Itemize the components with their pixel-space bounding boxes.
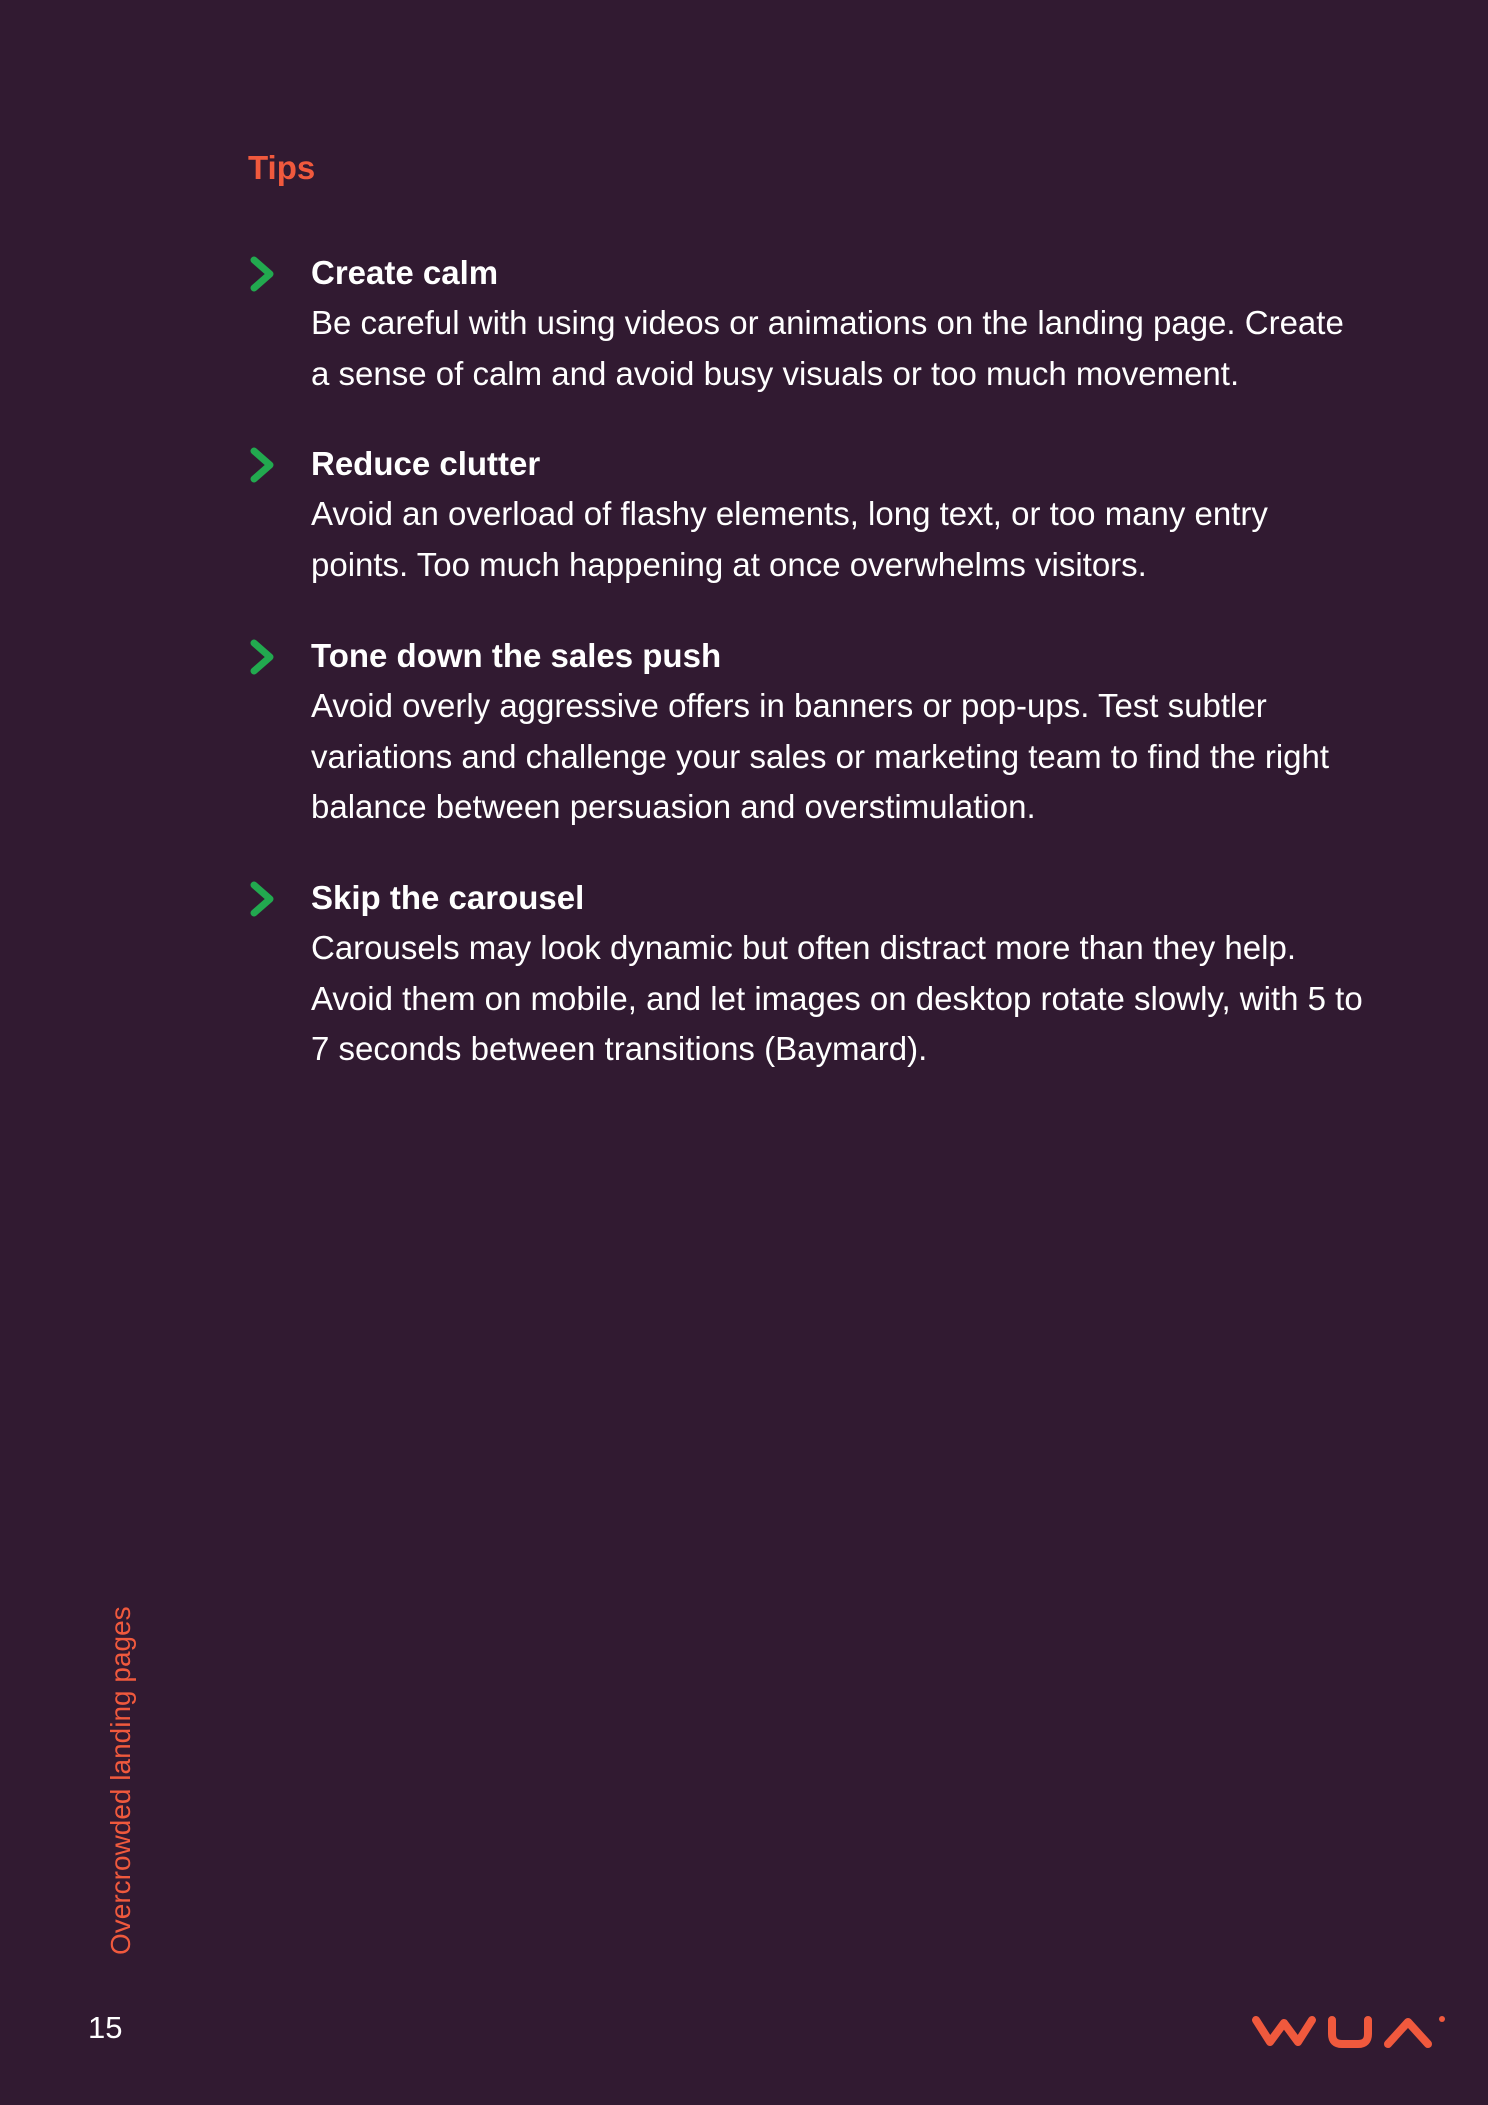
- tip-heading: Reduce clutter: [311, 445, 541, 483]
- chevron-right-icon: [248, 254, 278, 294]
- tip-heading: Tone down the sales push: [311, 636, 722, 674]
- section-side-label: Overcrowded landing pages: [105, 1606, 136, 1955]
- page-number: 15: [88, 2010, 123, 2045]
- tip-body: Be careful with using videos or animations on the landing page. Create a sense of calm and avoid busy visuals or too much movement.: [311, 304, 1344, 392]
- section-title: Tips: [248, 149, 316, 186]
- tip-item: [248, 873, 1368, 1075]
- chevron-right-icon: [248, 637, 278, 677]
- tip-item: [248, 439, 1368, 590]
- chevron-right-icon: [248, 445, 278, 485]
- tips-list: [248, 248, 1368, 1115]
- tip-heading: Create calm: [311, 254, 499, 291]
- tip-body: Avoid an overload of flashy elements, long text, or too many entry points. Too much happening at once overwhelms visitors.: [311, 495, 1268, 584]
- tip-body: Avoid overly aggressive offers in banners or pop-ups. Test subtler variations and challenge your sales or marketing team to find the right balance between persuasion and overstimulation.: [311, 686, 1330, 826]
- wua-logo: [1250, 2010, 1448, 2054]
- tip-body: Carousels may look dynamic but often distract more than they help. Avoid them on mobile, and let images on desktop rotate slowly, with 5 to 7 seconds between transitions (Baymard).: [311, 928, 1363, 1068]
- chevron-right-icon: [248, 879, 278, 919]
- tip-item: [248, 631, 1368, 833]
- tip-item: [248, 248, 1368, 399]
- tip-heading: Skip the carousel: [311, 878, 585, 916]
